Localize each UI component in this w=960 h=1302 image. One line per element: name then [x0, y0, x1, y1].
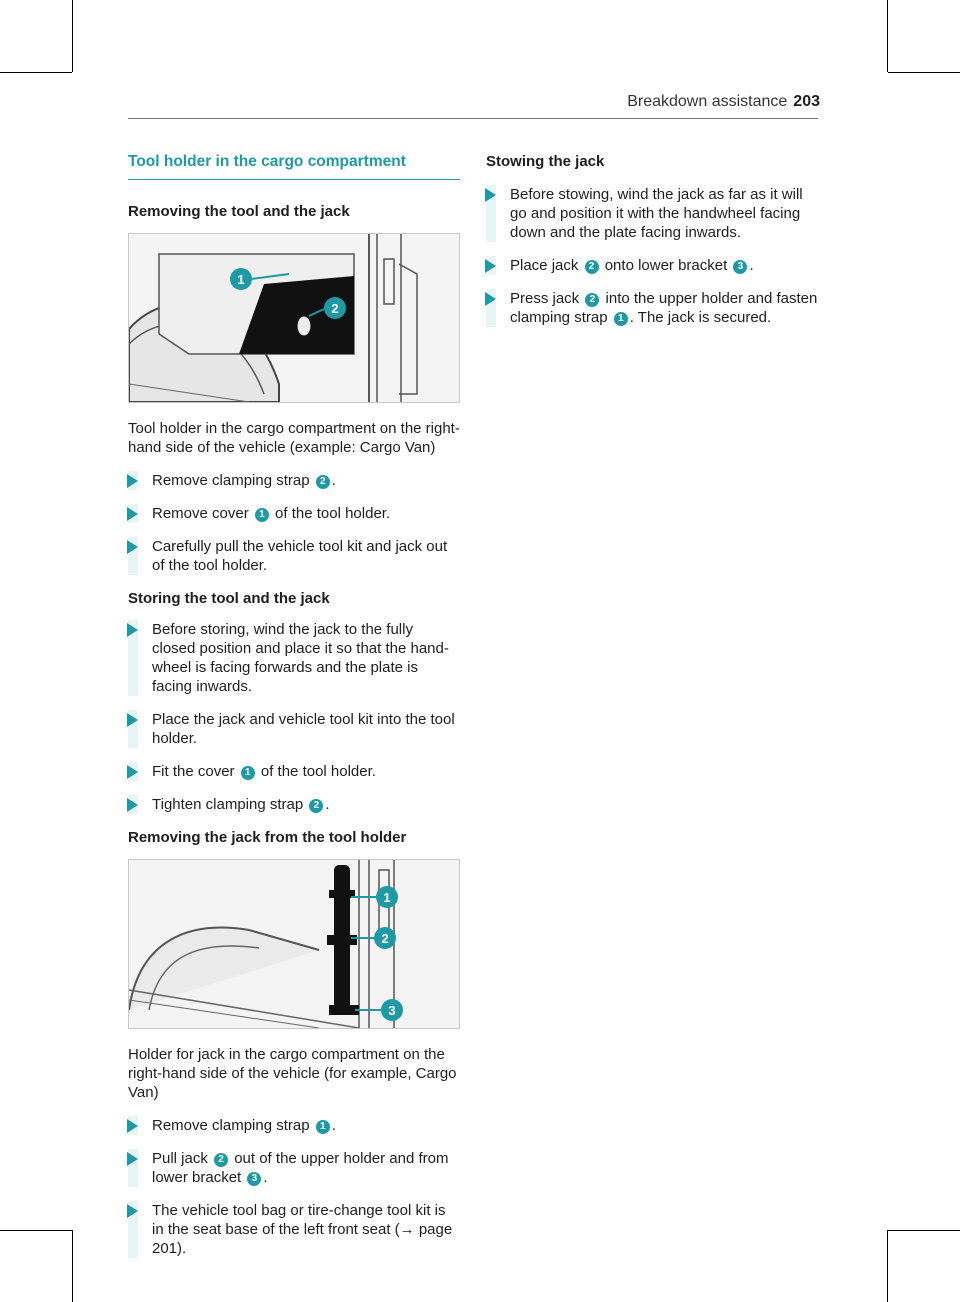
stowing-steps [486, 185, 818, 327]
callout-marker: 1 [316, 1120, 330, 1134]
step-item: Remove cover 1 of the tool holder. [128, 504, 460, 523]
arrow-icon [127, 765, 138, 779]
arrow-icon [127, 1152, 138, 1166]
crop-mark [0, 72, 72, 73]
arrow-icon [127, 713, 138, 727]
section-name: Breakdown assistance [627, 93, 788, 110]
removing-steps [128, 471, 460, 575]
step-item: Place jack 2 onto lower bracket 3 . [486, 256, 818, 275]
tool-holder-illustration [129, 234, 459, 402]
page-number: 203 [793, 93, 820, 110]
callout-marker: 2 [309, 799, 323, 813]
figure-caption: Tool holder in the cargo compartment on the right-hand side of the vehicle (example: Cargo Van) [128, 420, 460, 456]
step-item: Pull jack 2 out of the upper holder and from lower bracket 3 . [128, 1149, 460, 1187]
callout-marker: 1 [241, 766, 255, 780]
crop-mark [0, 1230, 72, 1231]
arrow-icon [485, 188, 496, 202]
arrow-icon [127, 474, 138, 488]
arrow-icon [127, 623, 138, 637]
arrow-icon [127, 1204, 138, 1218]
jack-holder-figure [128, 859, 460, 1029]
arrow-icon [127, 798, 138, 812]
callout-2: 2 [381, 931, 389, 946]
header-rule [128, 118, 818, 119]
callout-marker: 2 [316, 475, 330, 489]
step-item: Tighten clamping strap 2 . [128, 795, 460, 814]
callout-marker: 3 [247, 1172, 261, 1186]
jack-holder-illustration [129, 860, 459, 1028]
step-item: Before storing, wind the jack to the fully closed position and place it so that the handwheel is facing forwards and the plate is facing inwards. [128, 620, 460, 696]
arrow-icon [127, 540, 138, 554]
jack-heading: Removing the jack from the tool holder [128, 829, 407, 846]
left-column [128, 152, 460, 1272]
storing-heading: Storing the tool and the jack [128, 590, 330, 607]
arrow-icon [485, 259, 496, 273]
right-column [486, 152, 818, 341]
callout-marker: 1 [255, 508, 269, 522]
step-item: Before stowing, wind the jack as far as it will go and position it with the handwheel facing down and the plate facing inwards. [486, 185, 818, 242]
step-item: Carefully pull the vehicle tool kit and jack out of the tool holder. [128, 537, 460, 575]
callout-marker: 2 [214, 1153, 228, 1167]
crop-mark [888, 1230, 960, 1231]
step-item: Remove clamping strap 1 . [128, 1116, 460, 1135]
step-item: Place the jack and vehicle tool kit into the tool holder. [128, 710, 460, 748]
storing-steps [128, 620, 460, 814]
callout-marker: 1 [614, 312, 628, 326]
removing-heading: Removing the tool and the jack [128, 203, 350, 220]
crop-mark [887, 0, 888, 72]
crop-mark [887, 1230, 888, 1302]
step-item: Press jack 2 into the upper holder and fasten clamping strap 1 . The jack is secured. [486, 289, 818, 327]
section-title: Tool holder in the cargo compartment [128, 152, 460, 180]
callout-marker: 2 [585, 260, 599, 274]
callout-1: 1 [237, 272, 245, 287]
arrow-icon [127, 1119, 138, 1133]
tool-holder-figure [128, 233, 460, 403]
callout-3: 3 [388, 1003, 396, 1018]
step-item: Fit the cover 1 of the tool holder. [128, 762, 460, 781]
crop-mark [72, 0, 73, 72]
callout-1: 1 [383, 890, 391, 905]
callout-2: 2 [331, 301, 339, 316]
callout-marker: 2 [585, 293, 599, 307]
crop-mark [888, 72, 960, 73]
step-item: Remove clamping strap 2 . [128, 471, 460, 490]
arrow-icon [127, 507, 138, 521]
stowing-heading: Stowing the jack [486, 153, 605, 170]
crop-mark [72, 1230, 73, 1302]
arrow-icon [485, 292, 496, 306]
jack-steps [128, 1116, 460, 1258]
callout-marker: 3 [733, 260, 747, 274]
figure-caption: Holder for jack in the cargo compartment on the right-hand side of the vehicle (for example, Cargo Van) [128, 1046, 457, 1101]
running-header [627, 93, 820, 111]
step-item: The vehicle tool bag or tire-change tool kit is in the seat base of the left front seat (→ page 201). [128, 1201, 460, 1258]
